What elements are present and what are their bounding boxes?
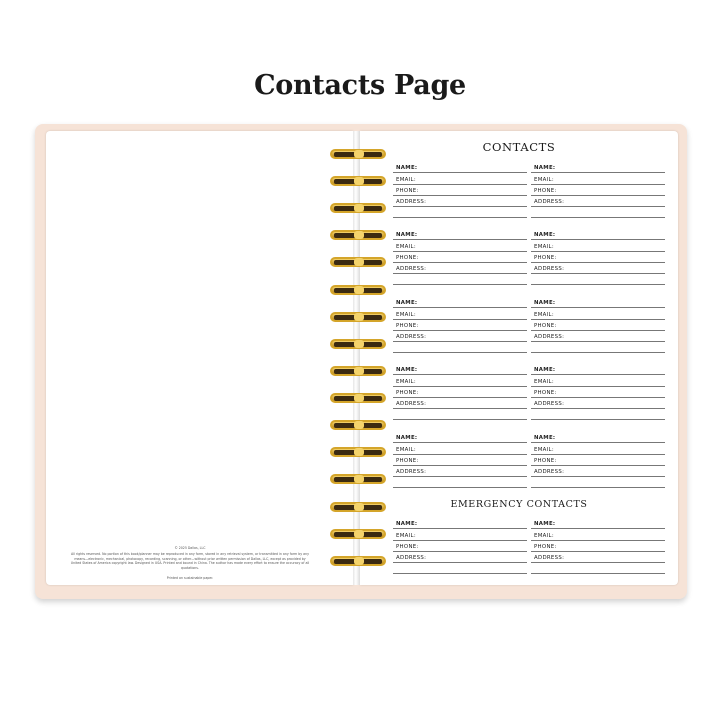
name-label: NAME:	[534, 435, 556, 442]
contact-entry	[531, 229, 665, 285]
phone-field[interactable]	[393, 252, 527, 263]
email-label: EMAIL:	[534, 243, 554, 250]
phone-field[interactable]	[393, 320, 527, 331]
name-label: NAME:	[534, 300, 556, 307]
phone-label: PHONE:	[534, 457, 557, 464]
address-line[interactable]	[531, 409, 665, 420]
emergency-contacts-title: EMERGENCY CONTACTS	[450, 499, 588, 510]
phone-label: PHONE:	[534, 322, 557, 329]
email-label: EMAIL:	[396, 176, 416, 183]
phone-field[interactable]	[393, 387, 527, 398]
address-line[interactable]	[531, 563, 665, 574]
binding-ring	[330, 529, 386, 541]
email-label: EMAIL:	[534, 532, 554, 539]
binding-ring	[330, 556, 386, 568]
address-label: ADDRESS:	[534, 266, 565, 273]
phone-field[interactable]	[393, 541, 527, 552]
copyright-text: All rights reserved. No portion of this book/planner may be reproduced in any form, stored in any retrieval system, or transmitted in any form by any means—electronic, mechanical, photocopy, recording, scanning, or other—without prior written permission of Dallas, LLC, except as provided by United States of America copyright law. Designed in USA. Printed and bound in China. The author has made every effort to ensure the accuracy of all quotations.	[70, 552, 310, 570]
email-field[interactable]	[393, 375, 527, 386]
emergency-contact-entry	[393, 518, 527, 574]
name-field[interactable]	[393, 229, 527, 240]
address-label: ADDRESS:	[534, 469, 565, 476]
address-label: ADDRESS:	[396, 401, 427, 408]
phone-field[interactable]	[531, 455, 665, 466]
address-field[interactable]	[393, 196, 527, 207]
emergency-contact-entry	[531, 518, 665, 574]
name-label: NAME:	[396, 435, 418, 442]
address-field[interactable]	[393, 552, 527, 563]
email-field[interactable]	[531, 375, 665, 386]
address-field[interactable]	[393, 466, 527, 477]
address-line[interactable]	[393, 342, 527, 353]
email-field[interactable]	[393, 240, 527, 251]
name-label: NAME:	[534, 367, 556, 374]
name-label: NAME:	[534, 165, 556, 172]
email-field[interactable]	[531, 529, 665, 540]
address-label: ADDRESS:	[534, 401, 565, 408]
page-gutter	[353, 131, 360, 585]
email-field[interactable]	[531, 308, 665, 319]
address-field[interactable]	[393, 398, 527, 409]
contact-entry	[531, 432, 665, 488]
address-label: ADDRESS:	[534, 555, 565, 562]
address-label: ADDRESS:	[534, 199, 565, 206]
email-field[interactable]	[393, 308, 527, 319]
contacts-title: CONTACTS	[482, 140, 556, 154]
name-label: NAME:	[396, 165, 418, 172]
contact-entry	[531, 297, 665, 353]
binding-ring	[330, 393, 386, 405]
contact-entry	[393, 162, 527, 218]
name-field[interactable]	[393, 432, 527, 443]
name-label: NAME:	[396, 300, 418, 307]
phone-field[interactable]	[531, 541, 665, 552]
address-line[interactable]	[531, 274, 665, 285]
address-field[interactable]	[531, 398, 665, 409]
phone-label: PHONE:	[534, 543, 557, 550]
address-line[interactable]	[531, 207, 665, 218]
name-field[interactable]	[393, 162, 527, 173]
binding-ring	[330, 447, 386, 459]
name-field[interactable]	[531, 229, 665, 240]
contact-entry	[393, 364, 527, 420]
phone-label: PHONE:	[396, 187, 419, 194]
address-label: ADDRESS:	[396, 555, 427, 562]
email-label: EMAIL:	[534, 446, 554, 453]
email-label: EMAIL:	[534, 311, 554, 318]
copyright-year: © 2025 Dallas, LLC	[174, 546, 206, 550]
address-field[interactable]	[531, 466, 665, 477]
address-field[interactable]	[531, 196, 665, 207]
phone-field[interactable]	[393, 455, 527, 466]
binding-ring	[330, 203, 386, 215]
address-line[interactable]	[393, 409, 527, 420]
phone-label: PHONE:	[534, 187, 557, 194]
address-line[interactable]	[531, 342, 665, 353]
binding-ring	[330, 285, 386, 297]
address-label: ADDRESS:	[534, 334, 565, 341]
email-field[interactable]	[393, 443, 527, 454]
address-label: ADDRESS:	[396, 469, 427, 476]
name-field[interactable]	[393, 297, 527, 308]
phone-label: PHONE:	[396, 322, 419, 329]
binding-ring	[330, 176, 386, 188]
email-label: EMAIL:	[396, 446, 416, 453]
left-page	[46, 131, 353, 585]
address-line[interactable]	[393, 563, 527, 574]
email-label: EMAIL:	[396, 532, 416, 539]
email-field[interactable]	[531, 443, 665, 454]
email-label: EMAIL:	[534, 378, 554, 385]
phone-field[interactable]	[531, 252, 665, 263]
phone-label: PHONE:	[534, 254, 557, 261]
email-field[interactable]	[393, 529, 527, 540]
address-field[interactable]	[393, 331, 527, 342]
name-field[interactable]	[393, 364, 527, 375]
email-label: EMAIL:	[396, 311, 416, 318]
name-label: NAME:	[534, 232, 556, 239]
phone-label: PHONE:	[396, 254, 419, 261]
name-label: NAME:	[396, 521, 418, 528]
address-label: ADDRESS:	[396, 334, 427, 341]
phone-field[interactable]	[531, 320, 665, 331]
phone-field[interactable]	[393, 185, 527, 196]
name-field[interactable]	[531, 432, 665, 443]
address-label: ADDRESS:	[396, 266, 427, 273]
binding-ring	[330, 339, 386, 351]
name-field[interactable]	[531, 162, 665, 173]
phone-label: PHONE:	[396, 543, 419, 550]
address-field[interactable]	[393, 263, 527, 274]
email-field[interactable]	[393, 173, 527, 184]
email-label: EMAIL:	[534, 176, 554, 183]
contact-entry	[531, 162, 665, 218]
phone-label: PHONE:	[396, 389, 419, 396]
address-line[interactable]	[393, 207, 527, 218]
address-field[interactable]	[531, 331, 665, 342]
address-field[interactable]	[531, 552, 665, 563]
phone-field[interactable]	[531, 387, 665, 398]
name-label: NAME:	[396, 232, 418, 239]
phone-field[interactable]	[531, 185, 665, 196]
name-label: NAME:	[396, 367, 418, 374]
email-label: EMAIL:	[396, 378, 416, 385]
email-label: EMAIL:	[396, 243, 416, 250]
name-label: NAME:	[534, 521, 556, 528]
copyright-block	[70, 546, 310, 580]
contact-entry	[393, 297, 527, 353]
address-line[interactable]	[393, 477, 527, 488]
address-line[interactable]	[393, 274, 527, 285]
contact-entry	[393, 229, 527, 285]
binding-ring	[330, 366, 386, 378]
binding-ring	[330, 257, 386, 269]
binding-ring	[330, 230, 386, 242]
contact-entry	[531, 364, 665, 420]
email-field[interactable]	[531, 173, 665, 184]
name-field[interactable]	[531, 364, 665, 375]
phone-label: PHONE:	[396, 457, 419, 464]
name-field[interactable]	[531, 518, 665, 529]
address-field[interactable]	[531, 263, 665, 274]
phone-label: PHONE:	[534, 389, 557, 396]
printed-note: Printed on sustainable paper.	[166, 576, 214, 581]
page-heading: Contacts Page	[254, 70, 466, 101]
address-label: ADDRESS:	[396, 199, 427, 206]
binding-ring	[330, 312, 386, 324]
contact-entry	[393, 432, 527, 488]
email-field[interactable]	[531, 240, 665, 251]
binding-ring	[330, 474, 386, 486]
name-field[interactable]	[531, 297, 665, 308]
binding-ring	[330, 420, 386, 432]
address-line[interactable]	[531, 477, 665, 488]
name-field[interactable]	[393, 518, 527, 529]
